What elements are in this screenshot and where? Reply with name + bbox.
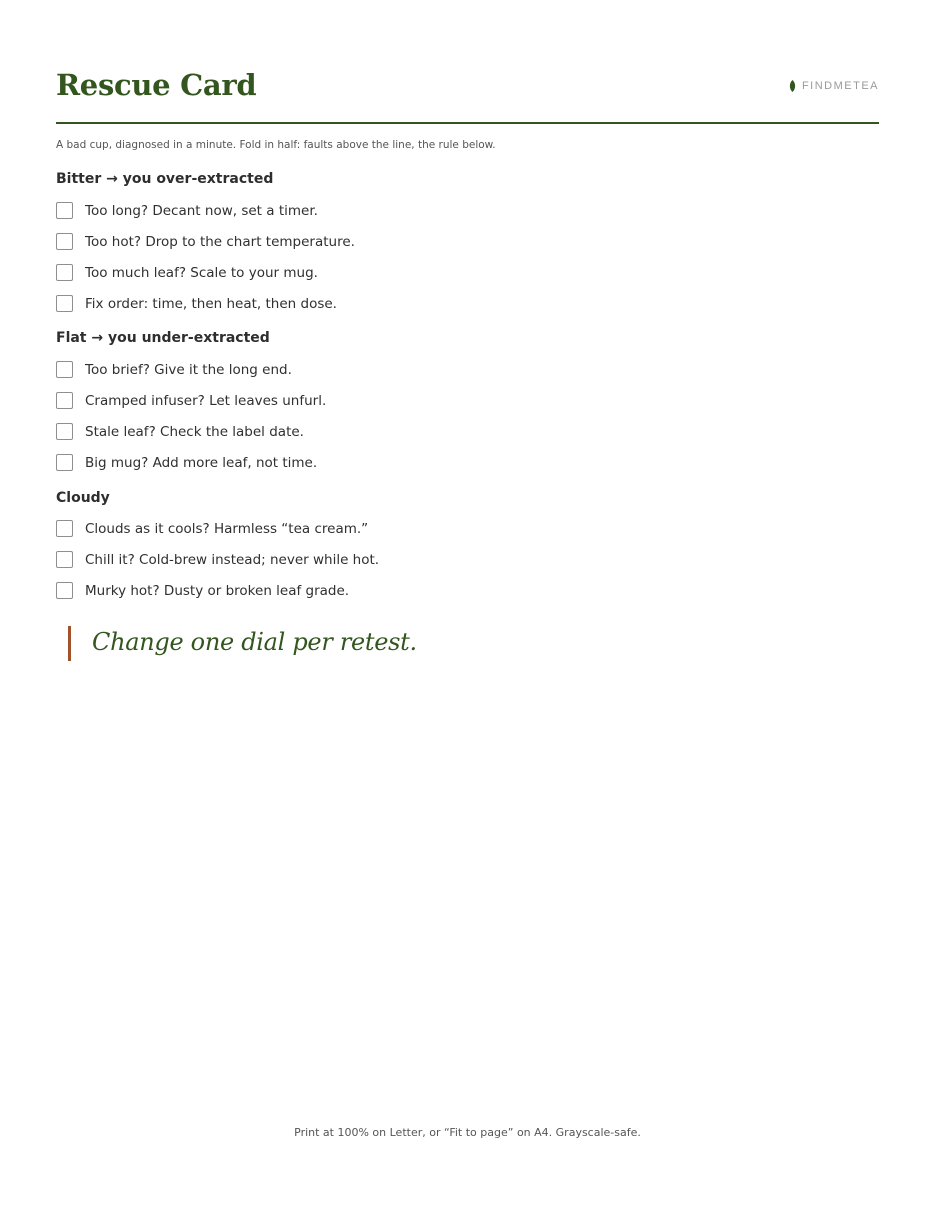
section-bitter [56,169,756,319]
checkbox[interactable] [56,551,73,568]
checklist-item-label: Big mug? Add more leaf, not time. [85,454,318,471]
checkbox[interactable] [56,454,73,471]
checklist-item[interactable] [56,575,756,606]
section-heading: Cloudy [56,490,110,506]
checklist-item-label: Too much leaf? Scale to your mug. [85,264,318,281]
brand-name: FINDMETEA [801,80,879,92]
checklist-item[interactable] [56,226,756,257]
checkbox[interactable] [56,361,73,378]
checkbox[interactable] [56,423,73,440]
checkbox[interactable] [56,582,73,599]
brand [789,80,879,92]
checklist-item-label: Murky hot? Dusty or broken leaf grade. [85,582,350,599]
checklist-item-label: Too brief? Give it the long end. [85,361,292,378]
checklist-item[interactable] [56,354,756,385]
leaf-icon [789,80,796,92]
print-note: Print at 100% on Letter, or “Fit to page” on A4. Grayscale-safe. [294,1126,641,1139]
checklist-item[interactable] [56,447,756,478]
checklist-item[interactable] [56,385,756,416]
section-heading: Bitter → you over-extracted [56,171,274,187]
checklist-item-label: Fix order: time, then heat, then dose. [85,295,337,312]
page-title: Rescue Card [56,68,257,102]
checkbox[interactable] [56,520,73,537]
rule-callout [68,626,417,661]
checklist-item-label: Cramped infuser? Let leaves unfurl. [85,392,327,409]
subtitle: A bad cup, diagnosed in a minute. Fold in half: faults above the line, the rule below. [56,139,496,151]
checklist-item[interactable] [56,416,756,447]
rescue-card-page [56,0,879,1210]
section-cloudy [56,488,756,606]
checkbox[interactable] [56,202,73,219]
checklist-item-label: Too long? Decant now, set a timer. [85,202,318,219]
checklist-item[interactable] [56,288,756,319]
checklist-item[interactable] [56,195,756,226]
checklist-item[interactable] [56,544,756,575]
checklist-item[interactable] [56,513,756,544]
checkbox[interactable] [56,392,73,409]
checklist-item-label: Chill it? Cold-brew instead; never while hot. [85,551,380,568]
checklist-item[interactable] [56,257,756,288]
section-heading: Flat → you under-extracted [56,330,270,346]
checkbox[interactable] [56,295,73,312]
header [56,66,879,124]
checkbox[interactable] [56,233,73,250]
section-flat [56,328,756,478]
checklist-item-label: Clouds as it cools? Harmless “tea cream.” [85,520,369,537]
checklist-item-label: Stale leaf? Check the label date. [85,423,304,440]
checkbox[interactable] [56,264,73,281]
checklist-item-label: Too hot? Drop to the chart temperature. [85,233,355,250]
callout-text: Change one dial per retest. [92,628,417,656]
